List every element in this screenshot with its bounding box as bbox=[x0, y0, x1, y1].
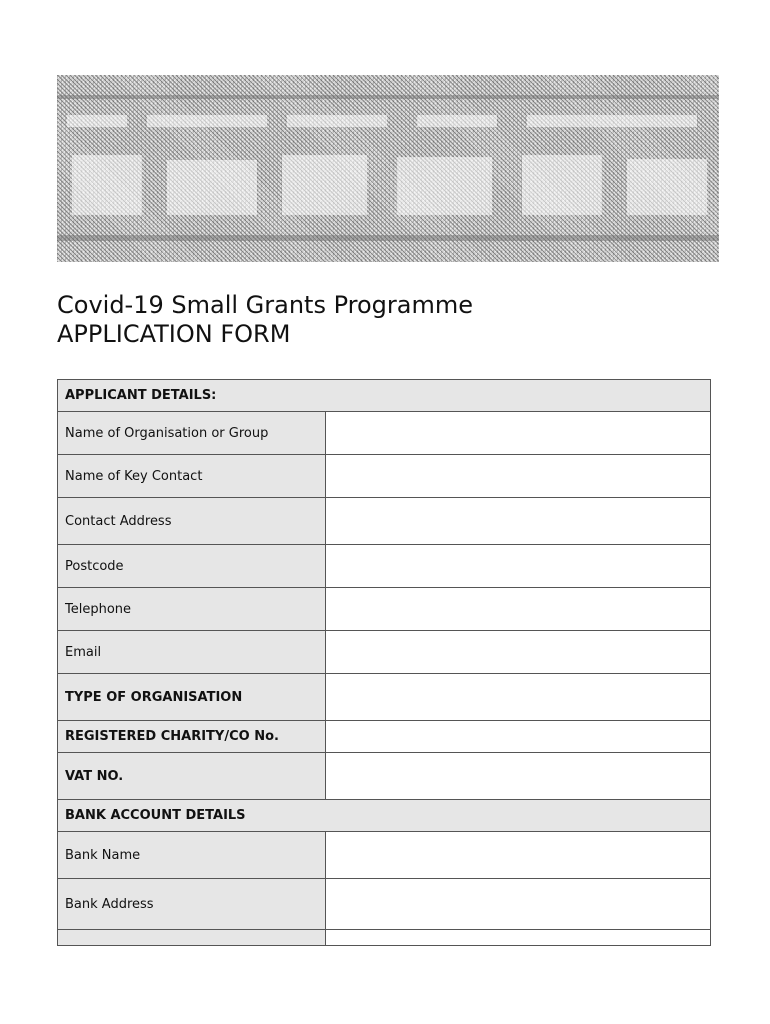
registered-charity-input[interactable] bbox=[326, 721, 711, 753]
field-label-organisation-name: Name of Organisation or Group bbox=[58, 412, 326, 455]
page-title bbox=[57, 291, 473, 349]
field-label-contact-address: Contact Address bbox=[58, 498, 326, 545]
postcode-input[interactable] bbox=[326, 545, 711, 588]
field-label-telephone: Telephone bbox=[58, 588, 326, 631]
vat-no-input[interactable] bbox=[326, 753, 711, 800]
empty-input[interactable] bbox=[326, 930, 711, 946]
field-label-bank-address: Bank Address bbox=[58, 879, 326, 930]
email-input[interactable] bbox=[326, 631, 711, 674]
organisation-name-input[interactable] bbox=[326, 412, 711, 455]
header-image-icon bbox=[57, 75, 719, 262]
field-label-type-of-organisation: TYPE OF ORGANISATION bbox=[58, 674, 326, 721]
field-label-email: Email bbox=[58, 631, 326, 674]
applicant-details-heading: APPLICANT DETAILS: bbox=[58, 380, 711, 412]
field-label-postcode: Postcode bbox=[58, 545, 326, 588]
bank-address-input[interactable] bbox=[326, 879, 711, 930]
type-of-organisation-input[interactable] bbox=[326, 674, 711, 721]
field-label-key-contact: Name of Key Contact bbox=[58, 455, 326, 498]
field-label-vat-no: VAT NO. bbox=[58, 753, 326, 800]
title-line-1: Covid-19 Small Grants Programme bbox=[57, 291, 473, 319]
field-label-registered-charity: REGISTERED CHARITY/CO No. bbox=[58, 721, 326, 753]
bank-name-input[interactable] bbox=[326, 832, 711, 879]
contact-address-input[interactable] bbox=[326, 498, 711, 545]
application-form-table bbox=[57, 379, 711, 946]
key-contact-input[interactable] bbox=[326, 455, 711, 498]
header-image-banner bbox=[57, 75, 719, 262]
field-label-empty bbox=[58, 930, 326, 946]
title-line-2: APPLICATION FORM bbox=[57, 320, 291, 348]
telephone-input[interactable] bbox=[326, 588, 711, 631]
bank-account-details-heading: BANK ACCOUNT DETAILS bbox=[58, 800, 711, 832]
field-label-bank-name: Bank Name bbox=[58, 832, 326, 879]
